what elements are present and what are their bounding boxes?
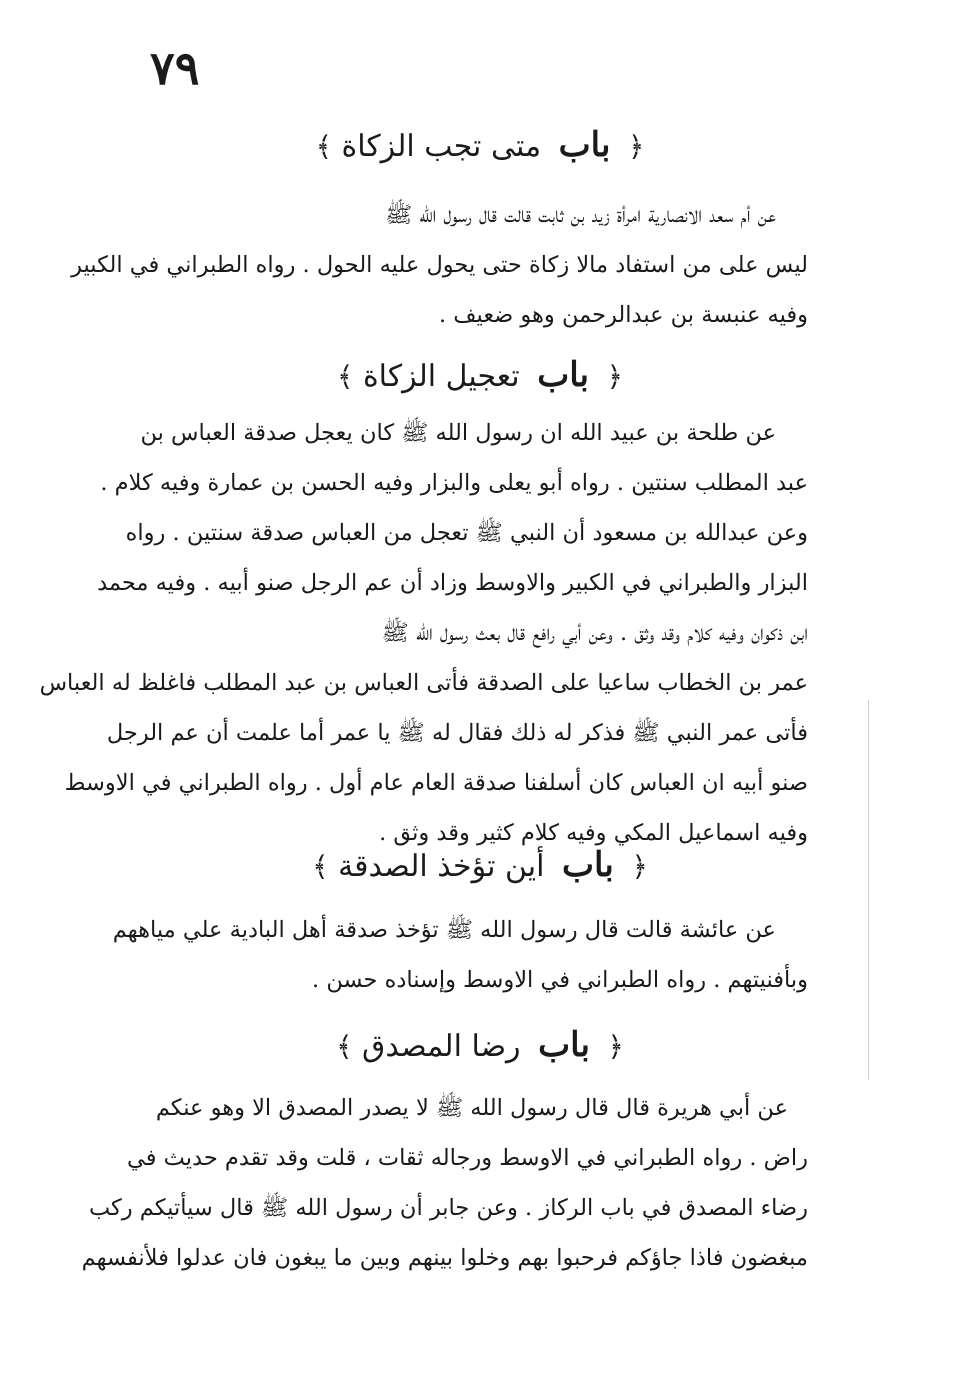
text-line: عن طلحة بن عبيد الله ان رسول الله ﷺ كان يعجل صدقة العباس بن — [140, 420, 776, 446]
text-line: وعن عبدالله بن مسعود أن النبي ﷺ تعجل من العباس صدقة سنتين . رواه — [125, 520, 808, 546]
heading-title: أين تؤخذ الصدقة — [338, 849, 545, 884]
ornament-bracket-right: ﴿ — [606, 360, 623, 393]
ornament-bracket-left: ﴾ — [336, 1030, 353, 1063]
text-line: عن أم سعد الانصارية امرأة زيد بن ثابت قالت قال رسول الله ﷺ — [385, 202, 776, 228]
heading-title: متى تجب الزكاة — [341, 129, 542, 164]
section-heading-collector-satisfaction — [160, 1025, 800, 1067]
ornament-bracket-right: ﴿ — [607, 1030, 624, 1063]
text-line: مبغضون فاذا جاؤكم فرحبوا بهم وخلوا بينهم وبين ما يبغون فان عدلوا فلأنفسهم — [81, 1245, 808, 1271]
heading-title: تعجيل الزكاة — [362, 359, 520, 394]
section-text-collector-satisfaction — [81, 1083, 808, 1283]
heading-bab-word: باب — [537, 355, 590, 395]
ornament-bracket-left: ﴾ — [337, 360, 354, 393]
text-line: وفيه عنبسة بن عبدالرحمن وهو ضعيف . — [438, 302, 808, 328]
text-line: البزار والطبراني في الكبير والاوسط وزاد أن عم الرجل صنو أبيه . وفيه محمد — [97, 570, 808, 596]
heading-bab-word: باب — [538, 1025, 590, 1065]
text-line: راض . رواه الطبراني في الاوسط ورجاله ثقات ، قلت وقد تقدم حديث في — [127, 1145, 808, 1171]
text-line: رضاء المصدق في باب الركاز . وعن جابر أن رسول الله ﷺ قال سيأتيكم ركب — [88, 1195, 808, 1221]
ornament-bracket-right: ﴿ — [628, 130, 645, 163]
heading-title: رضا المصدق — [362, 1029, 521, 1064]
ornament-bracket-left: ﴾ — [312, 850, 329, 883]
section-text-when-zakat-due — [71, 190, 808, 340]
scan-margin-rule — [868, 700, 869, 1080]
section-heading-when-zakat-due — [160, 125, 800, 167]
page-number: ٧٩ — [150, 41, 200, 95]
text-line: عمر بن الخطاب ساعيا على الصدقة فأتى العباس بن عبد المطلب فاغلظ له العباس — [39, 670, 808, 696]
heading-bab-word: باب — [562, 845, 614, 885]
ornament-bracket-right: ﴿ — [631, 850, 648, 883]
text-line: ابن ذكوان وفيه كلام وقد وثق . وعن أبي رافع قال بعث رسول الله ﷺ — [381, 620, 808, 646]
text-line: عن عائشة قالت قال رسول الله ﷺ تؤخذ صدقة أهل البادية علي مياههم — [112, 917, 776, 943]
text-line: صنو أبيه ان العباس كان أسلفنا صدقة العام عام أول . رواه الطبراني في الاوسط — [64, 770, 808, 796]
text-line: فأتى عمر النبي ﷺ فذكر له ذلك فقال له ﷺ يا عمر أما علمت أن عم الرجل — [106, 720, 808, 746]
heading-bab-word: باب — [558, 125, 611, 165]
section-text-hastening-zakat — [39, 408, 808, 858]
text-line: وفيه اسماعيل المكي وفيه كلام كثير وقد وثق . — [379, 820, 808, 846]
section-heading-where-charity-taken — [160, 845, 800, 887]
text-line: عبد المطلب سنتين . رواه أبو يعلى والبزار وفيه الحسن بن عمارة وفيه كلام . — [100, 470, 808, 496]
section-text-where-charity-taken — [112, 905, 808, 1005]
text-line: وبأفنيتهم . رواه الطبراني في الاوسط وإسناده حسن . — [312, 967, 808, 993]
text-line: ليس على من استفاد مالا زكاة حتى يحول عليه الحول . رواه الطبراني في الكبير — [71, 252, 808, 278]
section-heading-hastening-zakat — [160, 355, 800, 397]
text-line: عن أبي هريرة قال قال رسول الله ﷺ لا يصدر المصدق الا وهو عنكم — [155, 1095, 788, 1121]
ornament-bracket-left: ﴾ — [315, 130, 332, 163]
